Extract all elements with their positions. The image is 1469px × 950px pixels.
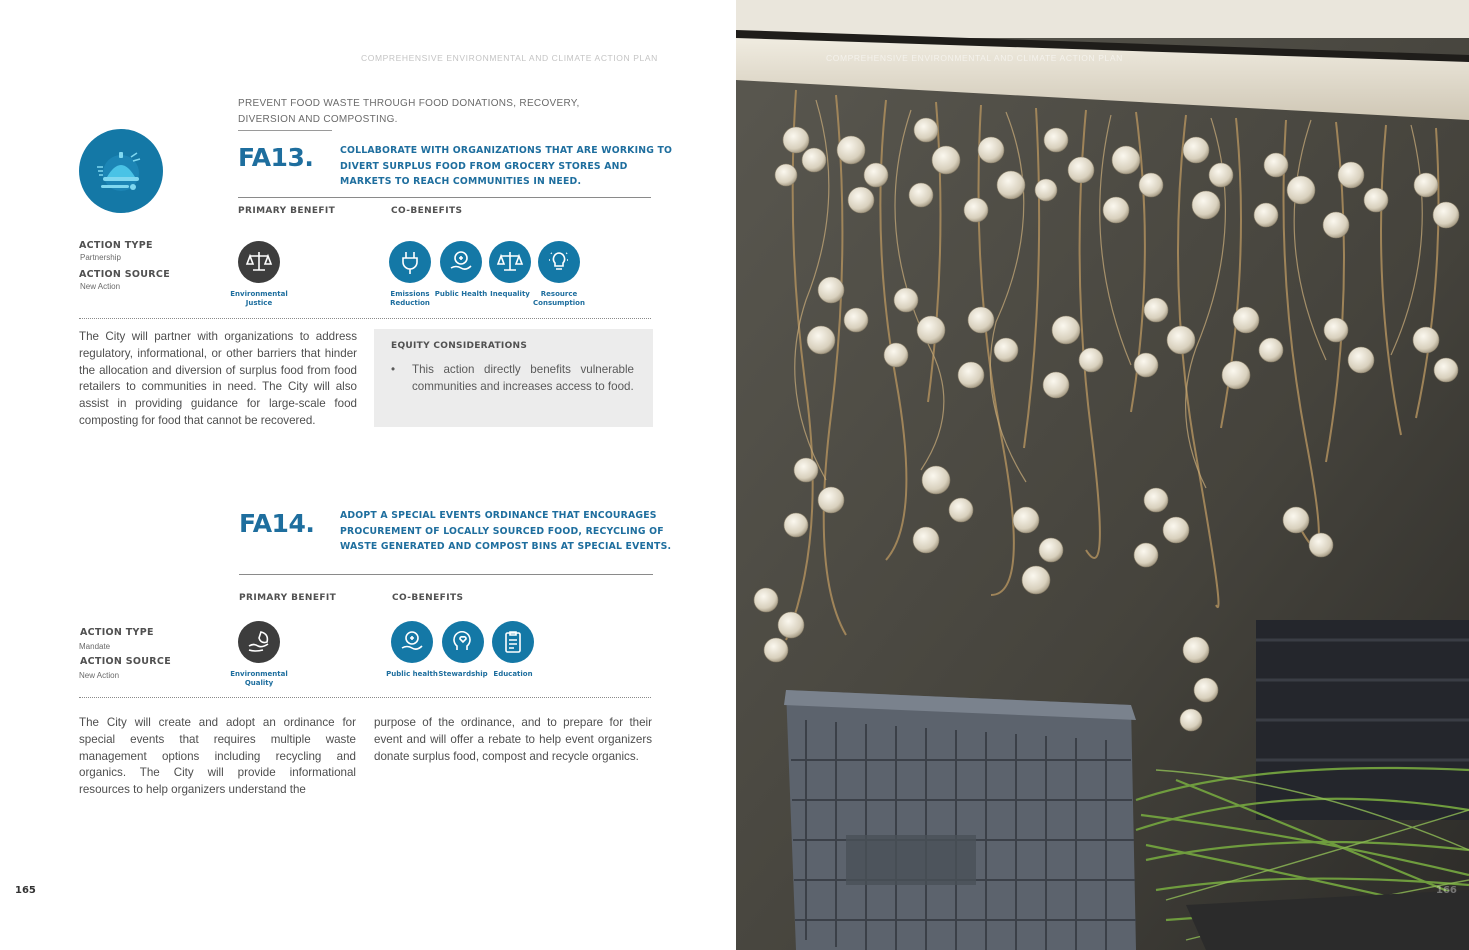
fa13-action-source-value: New Action (80, 282, 121, 291)
benefit-label: Public health (386, 670, 438, 678)
fa13-body: The City will partner with organizations to address regulatory, informational, or other barriers that hinder the allocation and diversion of surplus food from food retailers to communities in need. The City will also assist in providing guidance for large-scale food composting for food that cannot be recovered. (79, 330, 357, 427)
running-header-right: COMPREHENSIVE ENVIRONMENTAL AND CLIMATE ACTION PLAN (826, 53, 1123, 63)
food-waste-icon (79, 129, 163, 213)
fa14-body-column-2: purpose of the ordinance, and to prepare for their event and will offer a rebate to help event organizers donate surplus food, compost and recycle organics. (374, 716, 652, 763)
fa14-action-source-value: New Action (79, 671, 120, 680)
fa13-co-benefit-resource (524, 241, 594, 308)
fa13-action-type-label: ACTION TYPE (79, 240, 153, 251)
fa13-title: COLLABORATE WITH ORGANIZATIONS THAT ARE WORKING TO DIVERT SURPLUS FOOD FROM GROCERY STORES AND MARKETS TO REACH COMMUNITIES IN NEED. (340, 145, 673, 188)
fa14-rule (239, 574, 653, 575)
benefit-label: Environmental Quality (230, 670, 288, 687)
leaf-hand-icon (238, 621, 280, 663)
benefit-label: Resource Consumption (533, 290, 585, 307)
equity-bullet (391, 362, 634, 396)
garlic-drying-photo (736, 0, 1469, 950)
page-number-right: 166 (1436, 885, 1457, 896)
fa14-co-benefits-heading: CO-BENEFITS (392, 593, 464, 603)
fa13-id: FA13. (238, 143, 314, 172)
plug-icon (389, 241, 431, 283)
bullet-dot: • (391, 363, 396, 376)
benefit-label: Emissions Reduction (390, 290, 430, 307)
clipboard-icon (492, 621, 534, 663)
benefit-label: Stewardship (438, 670, 488, 678)
benefit-label: Education (493, 670, 533, 678)
fa13-action-source-label: ACTION SOURCE (79, 269, 170, 280)
equity-considerations-box (374, 329, 653, 427)
equity-heading: EQUITY CONSIDERATIONS (391, 341, 528, 351)
fa14-action-type-label: ACTION TYPE (80, 627, 154, 638)
fa14-title: ADOPT A SPECIAL EVENTS ORDINANCE THAT ENCOURAGES PROCUREMENT OF LOCALLY SOURCED FOOD, RECYCLING OF WASTE GENERATED AND COMPOST BINS AT SPECIAL EVENTS. (340, 510, 672, 553)
scales-icon (238, 241, 280, 283)
fa14-primary-benefit-heading: PRIMARY BENEFIT (239, 593, 337, 603)
fa13-rule (238, 197, 651, 198)
health-hand-icon (391, 621, 433, 663)
benefit-label: Inequality (490, 290, 530, 298)
goal-statement: PREVENT FOOD WASTE THROUGH FOOD DONATIONS, RECOVERY, DIVERSION AND COMPOSTING. (238, 98, 580, 125)
fa13-co-benefits-heading: CO-BENEFITS (391, 206, 463, 216)
goal-underline (238, 130, 332, 131)
benefit-label: Environmental Justice (230, 290, 288, 307)
fa14-divider (79, 697, 651, 698)
equity-bullet-text: This action directly benefits vulnerable communities and increases access to food. (412, 363, 634, 393)
fa14-id: FA14. (239, 509, 315, 538)
benefit-label: Public Health (434, 290, 488, 298)
running-header: COMPREHENSIVE ENVIRONMENTAL AND CLIMATE ACTION PLAN (361, 53, 658, 63)
fa13-divider (79, 318, 651, 319)
fa14-action-type-value: Mandate (79, 642, 111, 651)
garlic-photo-illustration (736, 0, 1469, 950)
fa14-body-column-1: The City will create and adopt an ordinance for special events that requires multiple waste management options including recycling and organics. The City will provide informational resources to help organizers understand the (79, 716, 356, 797)
lightbulb-icon (538, 241, 580, 283)
fa13-primary-benefit (224, 241, 294, 308)
fa14-co-benefit-education (478, 621, 548, 679)
page-number: 165 (15, 885, 36, 896)
fa13-action-type-value: Partnership (80, 253, 121, 262)
fa14-primary-benefit (224, 621, 294, 688)
fa13-primary-benefit-heading: PRIMARY BENEFIT (238, 206, 336, 216)
fa14-action-source-label: ACTION SOURCE (80, 656, 171, 667)
